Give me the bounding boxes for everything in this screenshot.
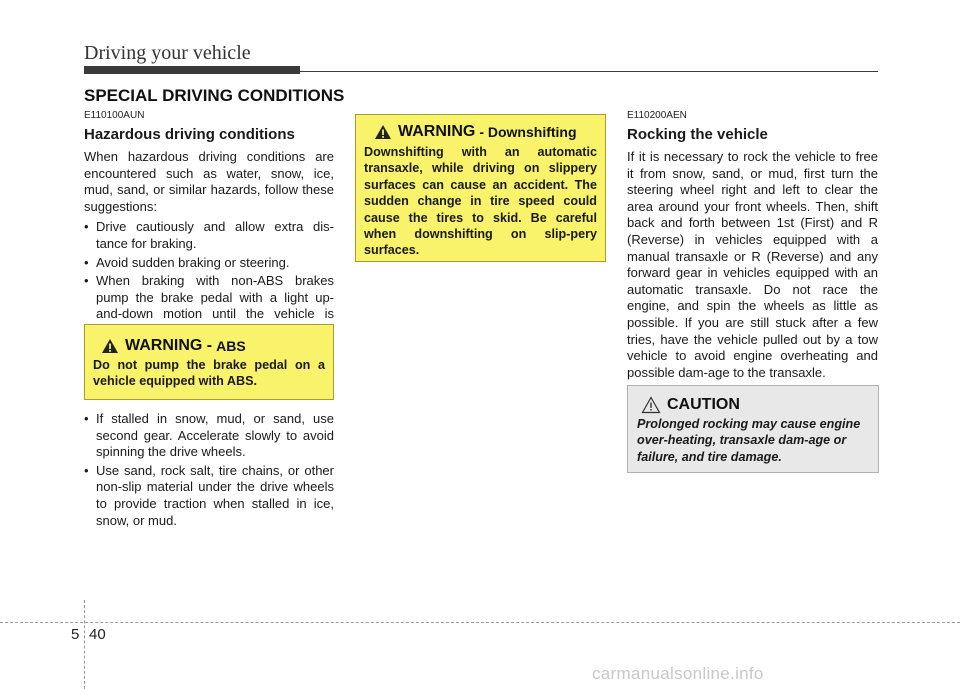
bullet-icon: • — [84, 411, 89, 426]
rocking-body: If it is necessary to rock the vehicle to free it from snow, sand, or mud, first turn the steering wheel right and left to clear the area around your front wheels. Then, shift back and forth between 1st (First) and R (Reverse) in vehicles equipped with a manual transaxle or R (Reverse) and any forward gear in vehicles equipped with an automatic transaxle. Do not race the engine, and spin the wheels as little as possible. If you are still stuck after a few tries, have the vehicle pulled out by a tow vehicle to avoid engine overheating and possible dam-age to the transaxle. — [627, 149, 878, 380]
list-item: • If stalled in snow, mud, or sand, use second gear. Accelerate slowly to avoid spinning the drive wheels. — [84, 411, 334, 460]
footer-vertical-divider — [84, 600, 85, 689]
section-title: SPECIAL DRIVING CONDITIONS — [84, 86, 345, 105]
bullet-icon: • — [84, 462, 89, 478]
watermark: carmanualsonline.info — [592, 664, 764, 683]
header-rule-thick — [84, 66, 300, 74]
warning-triangle-icon — [101, 338, 119, 354]
hazardous-heading: Hazardous driving conditions — [84, 126, 295, 143]
bullet-icon: • — [84, 219, 89, 235]
column-hazardous — [84, 110, 334, 342]
bullet-icon: • — [84, 254, 89, 270]
hazard-tips-list-b-wrap — [84, 409, 334, 531]
page-number: 40 — [89, 626, 106, 643]
warning-abs-text: Do not pump the brake pedal on a vehicle equipped with ABS. — [93, 358, 325, 389]
warning-downshifting-title — [364, 123, 597, 141]
caution-triangle-icon — [641, 396, 661, 414]
warning-label: WARNING — [398, 123, 476, 140]
list-item: • When braking with non-ABS brakes pump the brake pedal with a light up-and-down motion until the vehicle is — [84, 273, 334, 322]
section-code: E110100AUN — [84, 110, 145, 121]
page-header-title: Driving your vehicle — [84, 42, 251, 64]
hazardous-intro: When hazardous driving conditions are encountered such as water, snow, ice, mud, sand, or similar hazards, follow these suggestions: — [84, 149, 334, 214]
warning-downshifting-box — [355, 114, 606, 262]
column-rocking — [627, 110, 878, 381]
warning-downshifting-text: Downshifting with an automatic transaxle, while driving on slippery surfaces can cause an accident. The sudden change in tire speed could cause the tires to skid. Be careful when downshifting on slip-pery surfaces. — [364, 145, 597, 258]
chapter-number: 5 — [71, 626, 80, 643]
header-rule-thin — [300, 71, 878, 72]
warning-abs-title — [93, 337, 325, 355]
warning-abs-box — [84, 324, 334, 400]
footer-divider — [0, 622, 960, 623]
list-item: • Drive cautiously and allow extra dis-tance for braking. — [84, 219, 334, 251]
warning-label: WARNING - — [125, 337, 213, 354]
hazard-tips-list-b — [84, 411, 334, 529]
caution-text: Prolonged rocking may cause engine over-heating, transaxle dam-age or failure, and tire damage. — [637, 417, 861, 464]
warning-topic: ABS — [216, 338, 246, 354]
warning-topic: - Downshifting — [479, 124, 577, 140]
list-item: • Use sand, rock salt, tire chains, or other non-slip material under the drive wheels to provide traction when stalled in ice, snow, or mud. — [84, 462, 334, 528]
list-item: • Avoid sudden braking or steering. — [84, 254, 290, 270]
section-code: E110200AEN — [627, 110, 687, 121]
bullet-icon: • — [84, 273, 89, 289]
caution-title — [637, 396, 869, 414]
caution-box — [627, 385, 879, 473]
caution-label: CAUTION — [667, 396, 740, 413]
hazard-tips-list-a — [84, 219, 334, 339]
rocking-heading: Rocking the vehicle — [627, 126, 768, 143]
warning-triangle-icon — [374, 124, 392, 140]
